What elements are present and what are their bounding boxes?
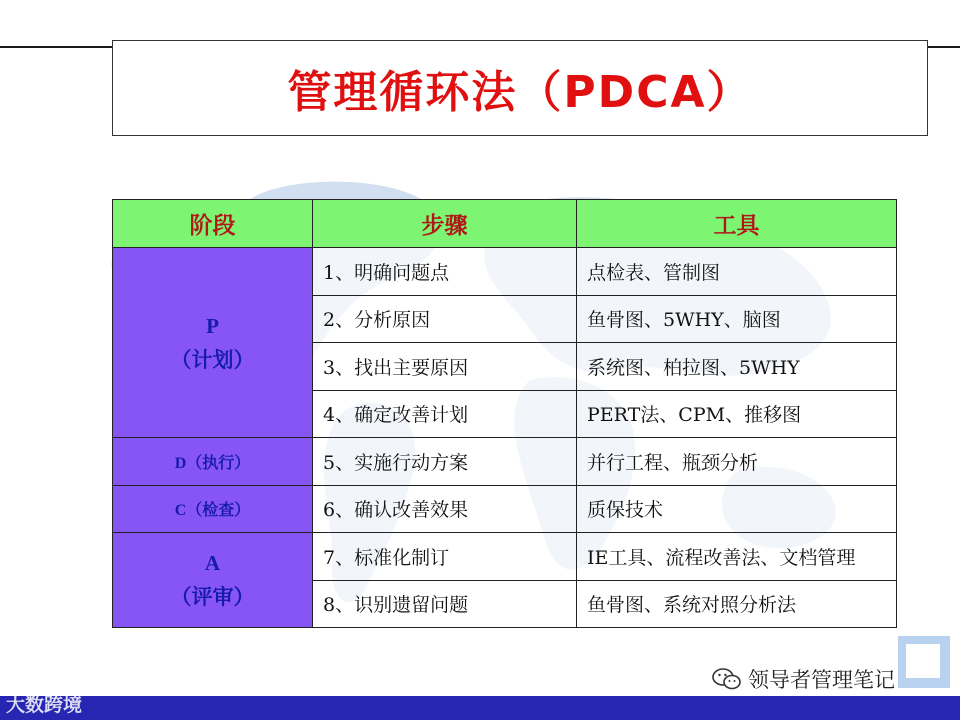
step-cell: 1、明确问题点 <box>313 248 577 296</box>
footer-bar <box>0 696 960 720</box>
step-cell: 7、标准化制订 <box>313 533 577 581</box>
step-cell: 2、分析原因 <box>313 295 577 343</box>
phase-act-name: （评审） <box>170 585 255 609</box>
tool-cell: 系统图、柏拉图、5WHY <box>577 343 897 391</box>
table-header-row <box>113 200 897 248</box>
page-title: 管理循环法（PDCA） <box>287 67 753 118</box>
step-cell: 5、实施行动方案 <box>313 438 577 486</box>
wechat-watermark <box>712 664 895 694</box>
header-tool: 工具 <box>577 200 897 248</box>
phase-check-cell: C（检查） <box>113 485 313 533</box>
title-box <box>112 40 928 136</box>
phase-do-cell: D（执行） <box>113 438 313 486</box>
wechat-icon <box>712 667 742 691</box>
tool-cell: 并行工程、瓶颈分析 <box>577 438 897 486</box>
table-row <box>113 485 897 533</box>
header-phase: 阶段 <box>113 200 313 248</box>
tool-cell: 鱼骨图、5WHY、脑图 <box>577 295 897 343</box>
table-row <box>113 438 897 486</box>
pdca-table <box>112 199 897 628</box>
tool-cell: 点检表、管制图 <box>577 248 897 296</box>
step-cell: 6、确认改善效果 <box>313 485 577 533</box>
tool-cell: 质保技术 <box>577 485 897 533</box>
step-cell: 4、确定改善计划 <box>313 390 577 438</box>
step-cell: 8、识别遗留问题 <box>313 580 577 628</box>
tool-cell: 鱼骨图、系统对照分析法 <box>577 580 897 628</box>
decorative-square-inner <box>906 644 940 678</box>
phase-plan-cell <box>113 248 313 438</box>
tool-cell: IE工具、流程改善法、文档管理 <box>577 533 897 581</box>
decorative-square <box>898 636 950 688</box>
phase-act-letter: A <box>204 551 221 575</box>
phase-act-cell <box>113 533 313 628</box>
watermark-text: 领导者管理笔记 <box>748 668 895 692</box>
table-row <box>113 533 897 581</box>
step-cell: 3、找出主要原因 <box>313 343 577 391</box>
table-row <box>113 248 897 296</box>
tool-cell: PERT法、CPM、推移图 <box>577 390 897 438</box>
corner-logo: 大数跨境 <box>6 694 83 716</box>
phase-plan-letter: P <box>206 313 219 338</box>
phase-plan-name: （计划） <box>170 347 255 372</box>
header-step: 步骤 <box>313 200 577 248</box>
